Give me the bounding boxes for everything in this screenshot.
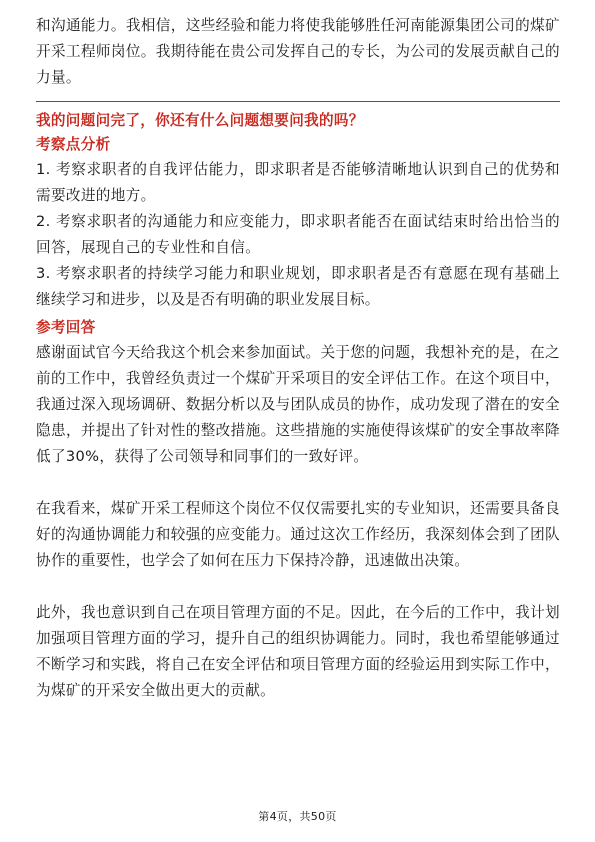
- reference-paragraph: 此外，我也意识到自己在项目管理方面的不足。因此，在今后的工作中，我计划加强项目管理方面的学习，提升自己的组织协调能力。同时，我也希望能够通过不断学习和实践，将自己在安全评估和项目管理方面的经验运用到实际工作中，为煤矿的开采安全做出更大的贡献。: [36, 604, 560, 699]
- analysis-item: 2. 考察求职者的沟通能力和应变能力，即求职者能否在面试结束时给出恰当的回答，展现自己的专业性和自信。: [36, 213, 560, 256]
- reference-paragraph: 感谢面试官今天给我这个机会来参加面试。关于您的问题，我想补充的是，在之前的工作中，我曾经负责过一个煤矿开采项目的安全评估工作。在这个项目中，我通过深入现场调研、数据分析以及与团队成员的协作，成功发现了潜在的安全隐患，并提出了针对性的整改措施。这些措施的实施使得该煤矿的安全事故率降低了30%，获得了公司领导和同事们的一致好评。: [36, 344, 560, 465]
- reference-paragraph: 在我看来，煤矿开采工程师这个岗位不仅仅需要扎实的专业知识，还需要具备良好的沟通协调能力和较强的应变能力。通过这次工作经历，我深刻体会到了团队协作的重要性，也学会了如何在压力下保持冷静，迅速做出决策。: [36, 500, 560, 569]
- page-number-footer: 第4页，共50页: [258, 810, 337, 823]
- paragraph-spacer: [36, 574, 560, 600]
- intro-paragraph: 和沟通能力。我相信，这些经验和能力将使我能够胜任河南能源集团公司的煤矿开采工程师岗位。我期待能在贵公司发挥自己的专长，为公司的发展贡献自己的力量。: [36, 17, 560, 86]
- reference-heading: 参考回答: [36, 319, 96, 336]
- paragraph-spacer: [36, 470, 560, 496]
- reference-answer: [36, 340, 560, 704]
- analysis-item: 3. 考察求职者的持续学习能力和职业规划，即求职者是否有意愿在现有基础上继续学习和进步，以及是否有明确的职业发展目标。: [36, 265, 560, 308]
- section-divider: [36, 101, 560, 102]
- analysis-item: 1. 考察求职者的自我评估能力，即求职者是否能够清晰地认识到自己的优势和需要改进的地方。: [36, 161, 560, 204]
- analysis-list: [36, 157, 560, 313]
- page-content: [36, 13, 560, 704]
- question-heading: 我的问题问完了，你还有什么问题想要问我的吗？: [36, 112, 364, 129]
- analysis-heading: 考察点分析: [36, 136, 111, 153]
